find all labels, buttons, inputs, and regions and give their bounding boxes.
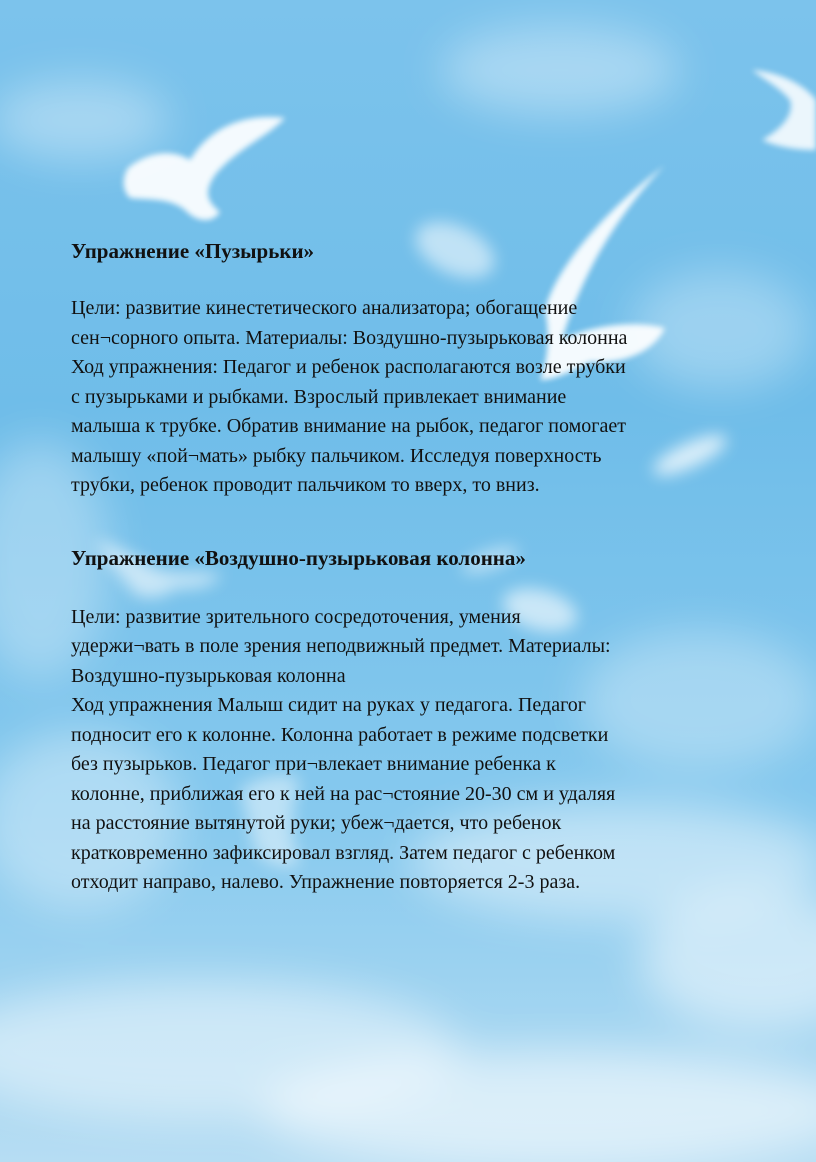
section-paragraph: Цели: развитие кинестетического анализатора; обогащение сен¬сорного опыта. Материалы: Воздушно-пузырьковая колонна Ход упражнения: Педагог и ребенок располагаются возле трубки с пузырьками и рыбками. Взрослый привлекает внимание малыша к трубке. Обратив внимание на рыбок, педагог помогает малышу «пой¬мать» рыбку пальчиком. Исследуя поверхность трубки, ребенок проводит пальчиком то вверх, то вниз. (71, 297, 628, 496)
section-paragraph: Цели: развитие зрительного сосредоточения, умения удержи¬вать в поле зрения неподвижный предмет. Материалы: Воздушно-пузырьковая колонна (71, 605, 611, 687)
section-paragraph: Ход упражнения Малыш сидит на руках у педагога. Педагог подносит его к колонне. Колонна работает в режиме подсветки без пузырьков. Педагог при¬влекает внимание ребенка к колонне, приближая его к ней на рас¬стояние 20-30 см и удаляя на расстояние вытянутой руки; убеж¬дается, что ребенок кратковременно зафиксировал взгляд. Затем педагог с ребенком отходит направо, налево. Упражнение повторяется 2-3 раза. (71, 694, 616, 893)
section-title: Упражнение «Воздушно-пузырьковая колонна» (71, 545, 526, 570)
document-body (71, 236, 631, 898)
seagull-icon (752, 70, 816, 150)
section-title: Упражнение «Пузырьки» (71, 239, 315, 263)
